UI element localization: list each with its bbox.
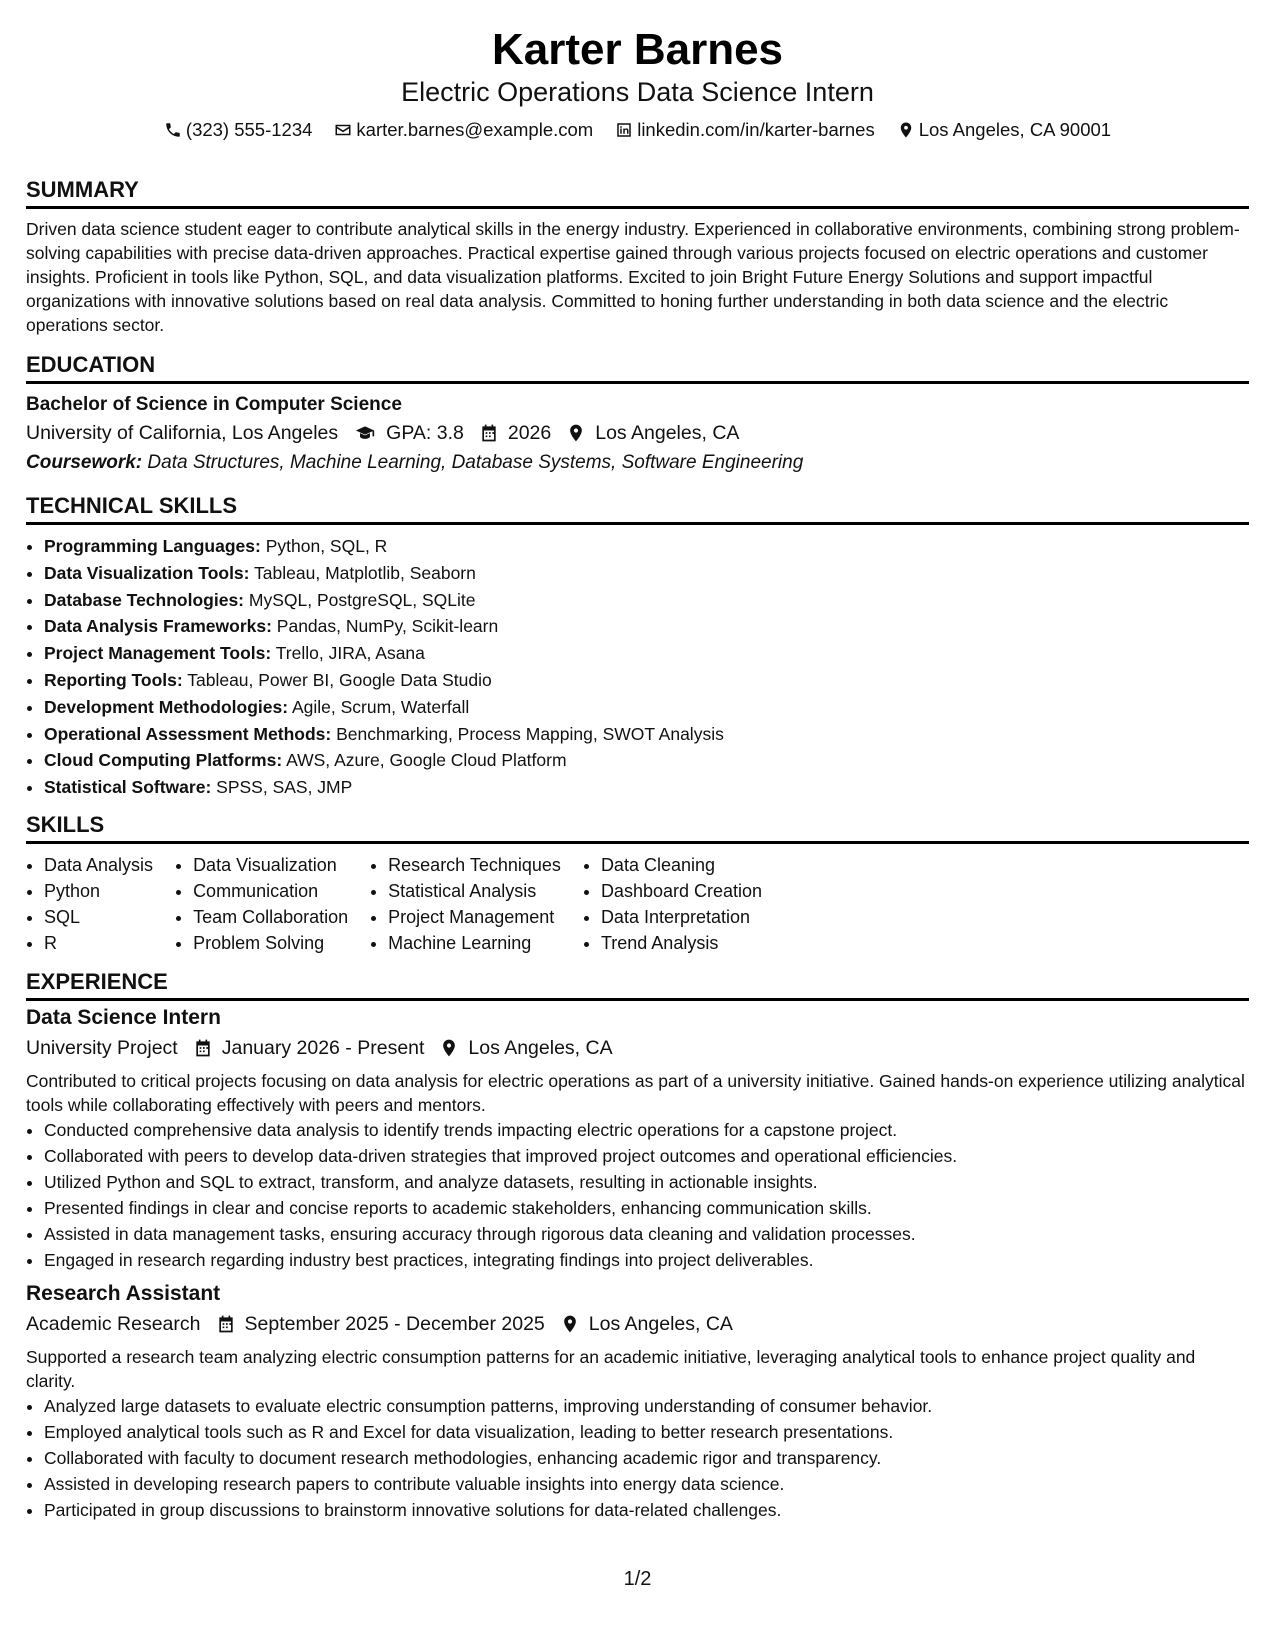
map-pin-icon — [560, 1314, 580, 1334]
skill-label: Project Management Tools: — [44, 643, 272, 664]
list-item: • Python — [44, 878, 153, 904]
list-item: • Data Cleaning — [601, 852, 762, 878]
list-item: • Project Management — [388, 904, 561, 930]
skills-section — [26, 811, 1249, 956]
skills-column — [175, 852, 348, 956]
skill-label: Statistical Software: — [44, 777, 212, 798]
list-item: • Participated in group discussions to brainstorm innovative solutions for data-related challenges. — [44, 1497, 1249, 1523]
education-gpa: GPA: 3.8 — [386, 422, 464, 444]
education-coursework — [26, 448, 1249, 478]
education-year: 2026 — [507, 422, 552, 444]
list-item: • Employed analytical tools such as R and Excel for data visualization, leading to better research presentations. — [44, 1419, 1249, 1445]
contact-email[interactable] — [334, 118, 593, 142]
list-item — [44, 747, 1249, 774]
map-pin-icon — [439, 1038, 459, 1058]
contact-phone[interactable] — [164, 118, 313, 142]
list-item: • Statistical Analysis — [388, 878, 561, 904]
resume-header — [26, 22, 1249, 142]
coursework-list: Data Structures, Machine Learning, Database Systems, Software Engineering — [147, 452, 804, 473]
education-school-item — [26, 418, 338, 448]
job-title: Research Assistant — [26, 1281, 221, 1305]
list-item — [44, 667, 1249, 694]
list-item: • Assisted in developing research papers to contribute valuable insights into energy data science. — [44, 1471, 1249, 1497]
skills-column — [26, 852, 153, 956]
education-section — [26, 351, 1249, 478]
job-entry — [26, 1003, 1249, 1273]
job-org: University Project — [26, 1036, 178, 1059]
skill-value: Pandas, NumPy, Scikit-learn — [276, 616, 499, 637]
skill-label: Development Methodologies: — [44, 696, 289, 717]
email-text: karter.barnes@example.com — [356, 119, 594, 140]
skill-label: Data Analysis Frameworks: — [44, 616, 272, 637]
calendar-icon — [216, 1314, 236, 1334]
contact-location — [897, 118, 1111, 142]
list-item — [44, 694, 1249, 721]
skill-value: Tableau, Matplotlib, Seaborn — [254, 562, 476, 583]
list-item: • Utilized Python and SQL to extract, transform, and analyze datasets, resulting in actionable insights. — [44, 1169, 1249, 1195]
job-dates-item — [193, 1033, 425, 1063]
skill-label: Cloud Computing Platforms: — [44, 750, 283, 771]
list-item: • Trend Analysis — [601, 930, 762, 956]
skill-value: Agile, Scrum, Waterfall — [291, 696, 470, 717]
skill-label: Database Technologies: — [44, 589, 245, 610]
technical-skills-section — [26, 492, 1249, 801]
list-item — [44, 613, 1249, 640]
list-item: • R — [44, 930, 153, 956]
skill-value: AWS, Azure, Google Cloud Platform — [286, 750, 567, 771]
list-item: • Collaborated with faculty to document research methodologies, enhancing academic rigor and transparency. — [44, 1445, 1249, 1471]
skills-grid — [26, 852, 1249, 956]
summary-text: Driven data science student eager to contribute analytical skills in the energy industry. Experienced in collaborative environments, combining strong problem-solving capabilities with precise data-driven approaches. Practical expertise gained through various projects focused on electric operations and customer insights. Proficient in tools like Python, SQL, and data visualization platforms. Excited to join Bright Future Energy Solutions and support impactful organizations with innovative solutions based on real data analysis. Committed to honing further understanding in both data science and the electric operations sector. — [26, 219, 1240, 335]
list-item: • Data Interpretation — [601, 904, 762, 930]
list-item — [44, 533, 1249, 560]
skills-column — [583, 852, 762, 956]
job-description: Supported a research team analyzing electric consumption patterns for an academic initiative, leveraging analytical tools to enhance project quality and clarity. — [26, 1346, 1196, 1391]
summary-section — [26, 176, 1249, 337]
job-org-item — [26, 1033, 178, 1063]
education-year-item — [479, 418, 551, 448]
job-org-item — [26, 1309, 201, 1339]
list-item — [44, 587, 1249, 614]
job-entry — [26, 1279, 1249, 1523]
skill-label: Programming Languages: — [44, 536, 261, 556]
list-item: • Machine Learning — [388, 930, 561, 956]
skill-label: Reporting Tools: — [44, 669, 183, 690]
list-item: • Problem Solving — [193, 930, 348, 956]
list-item — [44, 774, 1249, 801]
list-item: • Dashboard Creation — [601, 878, 762, 904]
phone-icon — [164, 121, 182, 139]
job-dates: January 2026 - Present — [221, 1036, 425, 1059]
list-item: • Presented findings in clear and concise reports to academic stakeholders, enhancing communication skills. — [44, 1195, 1249, 1221]
phone-text: (323) 555-1234 — [185, 119, 313, 140]
skill-value: MySQL, PostgreSQL, SQLite — [248, 589, 476, 610]
skills-column — [370, 852, 561, 956]
skill-value: SPSS, SAS, JMP — [216, 777, 353, 798]
job-bullets — [26, 1393, 1249, 1523]
education-school: University of California, Los Angeles — [26, 422, 339, 444]
list-item: • Team Collaboration — [193, 904, 348, 930]
skill-value: Trello, JIRA, Asana — [275, 643, 425, 664]
resume-page — [26, 0, 1249, 1523]
list-item: • Data Analysis — [44, 852, 153, 878]
skill-label: Data Visualization Tools: — [44, 562, 250, 583]
job-dates-item — [216, 1309, 545, 1339]
graduation-cap-icon — [353, 423, 377, 443]
list-item: • Communication — [193, 878, 348, 904]
education-location: Los Angeles, CA — [595, 422, 740, 444]
job-location-item — [560, 1309, 733, 1339]
location-text: Los Angeles, CA 90001 — [918, 119, 1112, 140]
map-pin-icon — [897, 121, 915, 139]
education-gpa-item — [353, 418, 464, 448]
job-description: Contributed to critical projects focusing on data analysis for electric operations as part of a university initiative. Gained hands-on experience utilizing analytical tools while collaborating effectively with peers and mentors. — [26, 1070, 1245, 1115]
linkedin-text: linkedin.com/in/karter-barnes — [637, 119, 875, 140]
experience-section — [26, 968, 1249, 1523]
education-location-item — [566, 418, 739, 448]
list-item — [44, 721, 1249, 748]
education-meta — [26, 418, 1249, 448]
candidate-headline: Electric Operations Data Science Intern — [401, 77, 874, 107]
skill-label: Operational Assessment Methods: — [44, 723, 332, 744]
list-item: • Conducted comprehensive data analysis to identify trends impacting electric operations for a capstone project. — [44, 1117, 1249, 1143]
job-location: Los Angeles, CA — [468, 1036, 613, 1059]
education-title: EDUCATION — [26, 351, 1249, 384]
contact-linkedin[interactable] — [615, 118, 875, 142]
calendar-icon — [479, 423, 499, 443]
list-item: • Research Techniques — [388, 852, 561, 878]
job-meta — [26, 1309, 1249, 1339]
list-item: • Collaborated with peers to develop data-driven strategies that improved project outcomes and operational efficiencies. — [44, 1143, 1249, 1169]
job-title: Data Science Intern — [26, 1005, 221, 1029]
experience-title: EXPERIENCE — [26, 968, 1249, 1001]
page-number: 1/2 — [623, 1568, 652, 1590]
list-item: • Data Visualization — [193, 852, 348, 878]
job-dates: September 2025 - December 2025 — [244, 1312, 545, 1335]
linkedin-icon — [615, 121, 633, 139]
skill-value: Tableau, Power BI, Google Data Studio — [187, 669, 492, 690]
envelope-icon — [334, 121, 352, 139]
list-item: • Assisted in data management tasks, ensuring accuracy through rigorous data cleaning and validation processes. — [44, 1221, 1249, 1247]
job-org: Academic Research — [26, 1312, 201, 1335]
skills-title: SKILLS — [26, 811, 1249, 844]
summary-title: SUMMARY — [26, 176, 1249, 209]
job-location-item — [439, 1033, 612, 1063]
calendar-icon — [193, 1038, 213, 1058]
education-degree: Bachelor of Science in Computer Science — [26, 394, 402, 415]
contact-bar — [26, 118, 1249, 142]
job-meta — [26, 1033, 1249, 1063]
candidate-name: Karter Barnes — [491, 25, 784, 74]
job-bullets — [26, 1117, 1249, 1273]
map-pin-icon — [566, 423, 586, 443]
list-item: • Engaged in research regarding industry best practices, integrating findings into project deliverables. — [44, 1247, 1249, 1273]
job-location: Los Angeles, CA — [588, 1312, 733, 1335]
list-item — [44, 560, 1249, 587]
list-item — [44, 640, 1249, 667]
coursework-label: Coursework: — [26, 452, 143, 473]
skill-value: Python, SQL, R — [265, 536, 388, 556]
skill-value: Benchmarking, Process Mapping, SWOT Analysis — [336, 723, 724, 744]
list-item: • SQL — [44, 904, 153, 930]
technical-skills-title: TECHNICAL SKILLS — [26, 492, 1249, 525]
technical-skills-list — [26, 533, 1249, 801]
list-item: • Analyzed large datasets to evaluate electric consumption patterns, improving understanding of consumer behavior. — [44, 1393, 1249, 1419]
